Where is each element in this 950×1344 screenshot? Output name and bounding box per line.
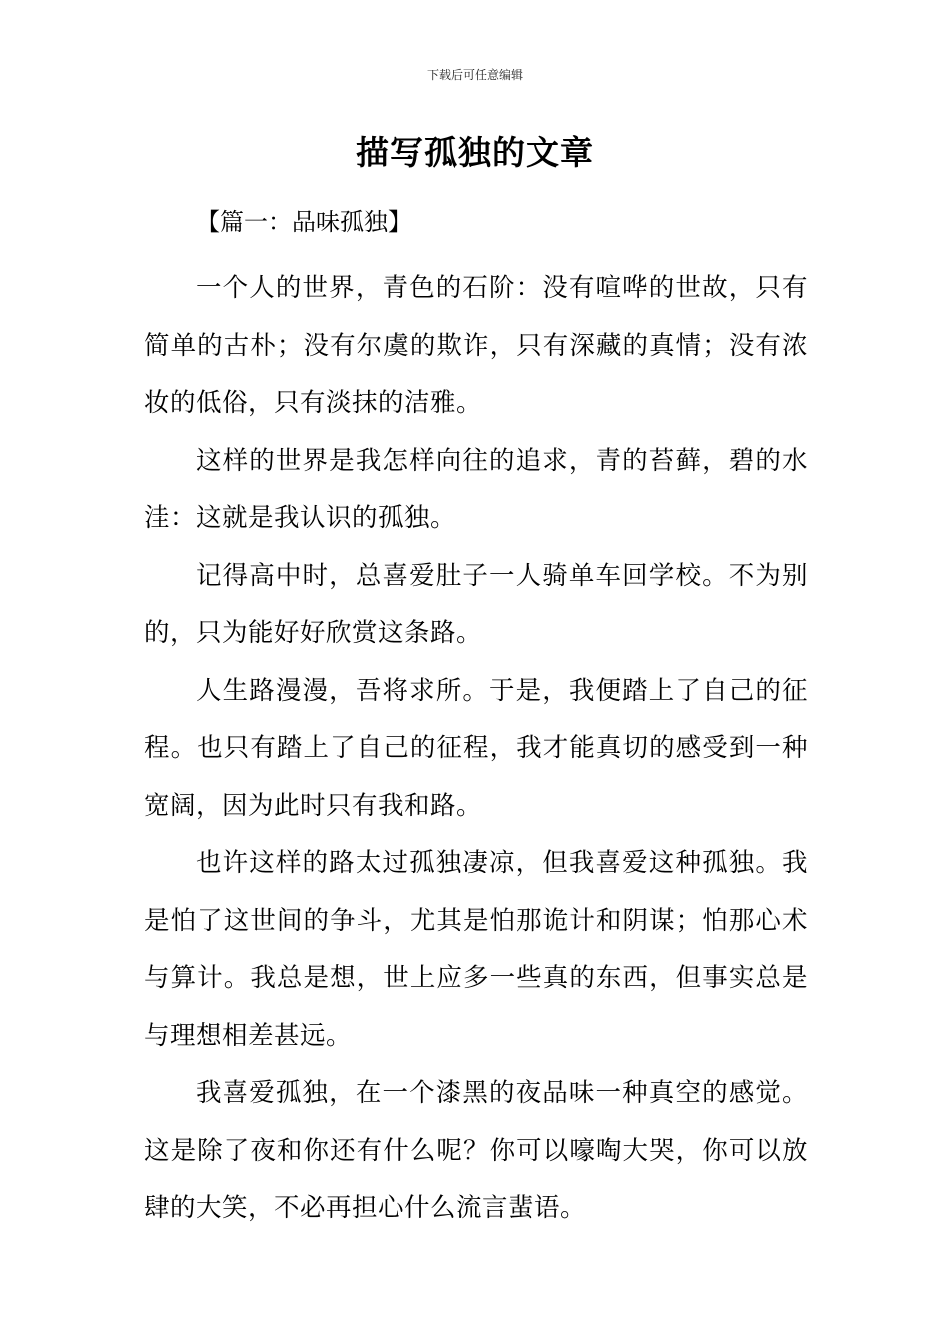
- paragraph-1: 一个人的世界，青色的石阶：没有喧哗的世故，只有简单的古朴；没有尔虞的欺诈，只有深藏的真情；没有浓妆的低俗，只有淡抹的洁雅。: [144, 273, 808, 418]
- section-heading: 【篇一：品味孤独】: [196, 208, 412, 236]
- paragraph-3: 记得高中时，总喜爱肚子一人骑单车回学校。不为别的，只为能好好欣赏这条路。: [144, 560, 808, 648]
- document-body: [144, 260, 808, 1238]
- paragraph-4: 人生路漫漫，吾将求所。于是，我便踏上了自己的征程。也只有踏上了自己的征程，我才能真切的感受到一种宽阔，因为此时只有我和路。: [144, 675, 808, 821]
- paragraph-6: 我喜爱孤独，在一个漆黑的夜品味一种真空的感觉。这是除了夜和你还有什么呢？你可以嚎啕大哭，你可以放肆的大笑，不必再担心什么流言蜚语。: [144, 1078, 808, 1223]
- paragraph-5: 也许这样的路太过孤独凄凉，但我喜爱这种孤独。我是怕了这世间的争斗，尤其是怕那诡计和阴谋；怕那心术与算计。我总是想，世上应多一些真的东西，但事实总是与理想相差甚远。: [144, 848, 808, 1051]
- header-note: 下载后可任意编辑: [426, 68, 523, 82]
- document-title: 描写孤独的文章: [356, 133, 594, 172]
- paragraph-2: 这样的世界是我怎样向往的追求，青的苔藓，碧的水洼：这就是我认识的孤独。: [144, 445, 808, 533]
